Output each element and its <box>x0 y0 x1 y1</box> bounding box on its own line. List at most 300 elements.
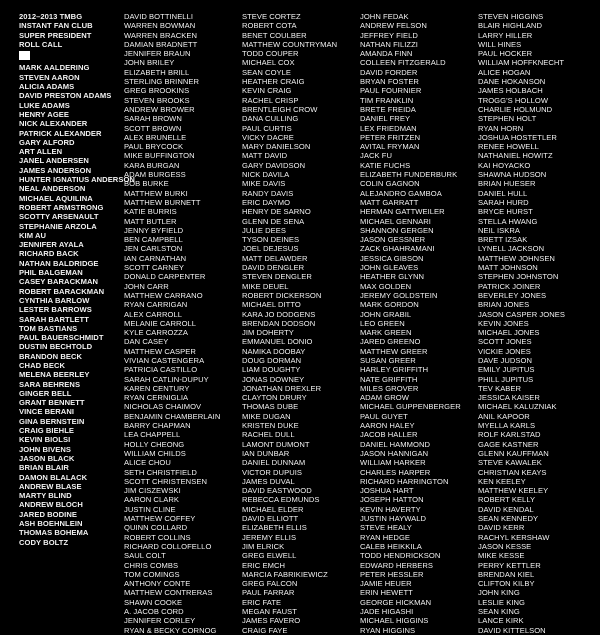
header-line: ROLL CALL <box>19 39 63 49</box>
member-name: KATIE BURRIS <box>124 207 177 217</box>
header-line: SUPER PRESIDENT <box>19 30 92 40</box>
member-name: AARON CLARK <box>124 495 179 505</box>
member-name: SHANNON GERGEN <box>360 225 434 235</box>
member-name: DAVID BOTTINELLI <box>124 12 194 21</box>
member-name: CRAIG BIEHLE <box>19 426 75 436</box>
member-name: TOM COMINGS <box>124 569 180 579</box>
member-name: BARRY CHAPMAN <box>124 421 191 431</box>
member-name: PATRICK JOINER <box>478 281 541 291</box>
member-name: SCOTT BROWN <box>124 123 182 133</box>
member-name: LYNELL JACKSON <box>478 244 545 254</box>
member-name: ERIC DAYMO <box>242 197 291 207</box>
member-name: PAUL GUYET <box>360 411 408 421</box>
member-name: JIM DOHERTY <box>242 328 294 338</box>
member-name: RICHARD COLLOFELLO <box>124 541 212 551</box>
member-name: ROBERT ARMSTRONG <box>19 202 104 212</box>
member-name: CHARLES HARPER <box>360 467 431 477</box>
member-name: MATTHEW CONTRERAS <box>124 588 213 598</box>
member-name: JASON CASPER JONES <box>478 309 565 319</box>
member-name: LESLIE KING <box>478 597 525 607</box>
member-name: WILLIAM HOFFKNECHT <box>478 58 565 68</box>
member-name: KEN KEELEY <box>478 476 526 486</box>
member-name: RICHARD BACK <box>19 249 79 259</box>
member-name: TYSON DEINES <box>242 235 300 245</box>
member-name: GINA BERNSTEIN <box>19 416 85 426</box>
member-name: RACHEL CRISP <box>242 95 299 105</box>
member-name: AARON HALEY <box>360 421 415 431</box>
member-name: CRAIG FAYE <box>242 625 288 635</box>
member-name: LESTER BARROWS <box>19 305 92 315</box>
member-name: WARREN BOWMAN <box>124 21 196 31</box>
member-name: RYAN HIGGINS <box>360 625 416 635</box>
member-name: WARREN BRACKEN <box>124 30 197 40</box>
member-name: PERRY KETTLER <box>478 560 541 570</box>
member-name: STEVEN BROOKS <box>124 95 190 105</box>
member-name: BRYAN FOSTER <box>360 77 419 87</box>
member-name: ANIL KAPOOR <box>478 411 530 421</box>
member-name: GREG BROOKINS <box>124 86 190 96</box>
member-name: DAVID KENDAL <box>478 504 534 514</box>
member-name: DAVE JUDSON <box>478 355 532 365</box>
member-name: MATTHEW GREER <box>360 346 428 356</box>
member-name: JOSEPH HATTON <box>360 495 424 505</box>
member-name: PAUL HOCKER <box>478 49 533 59</box>
member-name: DAVID ELLIOTT <box>242 514 299 524</box>
member-name: MICHAEL HIGGINS <box>360 616 429 626</box>
member-name: KRISTEN DUKE <box>242 421 299 431</box>
member-name: QUINN COLLARD <box>124 523 188 533</box>
member-name: MATT BUTLER <box>124 216 177 226</box>
member-name: EMILY JUPITUS <box>478 365 535 375</box>
member-name: KEVIN JONES <box>478 318 529 328</box>
roll-call-header <box>19 12 135 547</box>
member-name: MATTHEW CARRANO <box>124 290 203 300</box>
member-name: NATE GRIFFITH <box>360 374 418 384</box>
member-name: BEN CAMPBELL <box>124 235 183 245</box>
member-name: NICK ALEXANDER <box>19 119 88 129</box>
member-name: PETER HESSLER <box>360 569 424 579</box>
member-name: RANDY DAVIS <box>242 188 294 198</box>
member-name: SCOTT JONES <box>478 337 532 347</box>
member-name: BRETT IZSAK <box>478 235 528 245</box>
member-name: DANA CULLING <box>242 114 299 124</box>
member-name: CHARLIE HOLMUND <box>478 104 553 114</box>
member-name: JANEL ANDERSEN <box>19 156 89 166</box>
member-name: JAMES FAVERO <box>242 616 301 626</box>
member-name: LANCE KIRK <box>478 616 524 626</box>
member-name: THOMAS BOHEMA <box>19 528 89 538</box>
member-name: MICHAEL DITTO <box>242 300 301 310</box>
member-name: ANDREW BLASE <box>19 481 82 491</box>
member-name: ERIC EMCH <box>242 560 286 570</box>
member-name: RICHARD HARRINGTON <box>360 476 449 486</box>
member-name: LAMONT DUMONT <box>242 439 310 449</box>
member-name: RYAN HEDGE <box>360 532 411 542</box>
member-name: MATTHEW KEELEY <box>478 486 549 496</box>
member-name: CHRIS COMBS <box>124 560 179 570</box>
member-name: IAN CARNATHAN <box>124 253 187 263</box>
member-name: SARAH HURD <box>478 197 529 207</box>
member-name: MELANIE CARROLL <box>124 318 197 328</box>
member-name: MICHAEL GENNARI <box>360 216 431 226</box>
member-name: LEX FRIEDMAN <box>360 123 417 133</box>
member-name: MICHAEL KALUZNIAK <box>478 402 557 412</box>
member-name: JOHN BRILEY <box>124 58 175 68</box>
member-name: ROBERT BARACKMAN <box>19 286 105 296</box>
member-name: JESSICA GIBSON <box>360 253 424 263</box>
member-name: MEGAN FAUST <box>242 607 297 616</box>
member-name: BLAIR HIGHLAND <box>478 21 542 31</box>
member-name: KYLE CARROZZA <box>124 328 188 338</box>
member-name: JAMES HOLBACH <box>478 86 543 96</box>
member-name: BRIAN JONES <box>478 300 530 310</box>
member-name: MIKE BUFFINGTON <box>124 151 195 161</box>
member-name: JIM ELRICK <box>242 541 285 551</box>
name-column-1 <box>19 63 135 546</box>
header-line: 2012–2013 TMBG <box>19 12 83 21</box>
member-name: ALEX BRUNELLE <box>124 132 187 142</box>
member-name: TEV KABER <box>478 383 522 393</box>
member-name: DONALD CARPENTER <box>124 272 206 282</box>
member-name: PATRICIA CASTILLO <box>124 365 198 375</box>
member-name: ELIZABETH FUNDERBURK <box>360 170 458 180</box>
member-name: AVITAL FRYMAN <box>360 142 420 152</box>
member-name: JEFFREY FIELD <box>360 30 418 40</box>
member-name: BEVERLEY JONES <box>478 290 547 300</box>
member-name: ELIZABETH BRILL <box>124 67 190 77</box>
member-name: BRANDON BECK <box>19 351 83 361</box>
member-name: MARY DANIELSON <box>242 142 311 152</box>
member-name: ALICIA ADAMS <box>19 82 75 92</box>
member-name: MIKE DAVIS <box>242 179 286 189</box>
member-name: JASON HANNIGAN <box>360 448 429 458</box>
name-column-2 <box>124 12 220 635</box>
member-name: WILL HINES <box>478 39 522 49</box>
member-name: ALICE HOGAN <box>478 67 531 77</box>
member-name: RENEE HOWELL <box>478 142 539 152</box>
member-name: DANIEL HULL <box>478 188 528 198</box>
member-name: ROBERT COLLINS <box>124 532 191 542</box>
member-name: LARRY HILLER <box>478 30 533 40</box>
name-column-4 <box>360 12 461 635</box>
member-name: PHIL BALGEMAN <box>19 268 83 278</box>
member-name: STEPHEN JOHNSTON <box>478 272 559 282</box>
member-name: ROBERT COTA <box>242 21 297 31</box>
member-name: MATT DAVID <box>242 151 288 161</box>
member-name: SHAWNA HUDSON <box>478 170 547 180</box>
member-name: VICKIE JONES <box>478 346 531 356</box>
member-name: PHILL JUPITUS <box>478 374 534 384</box>
member-name: PAUL FARRAR <box>242 588 295 598</box>
member-name: MICHAEL ELDER <box>242 504 304 514</box>
member-name: STEVE CORTEZ <box>242 12 301 21</box>
member-name: ELIZABETH ELLIS <box>242 523 307 533</box>
member-name: MICHAEL JONES <box>478 328 540 338</box>
member-name: ASH BOEHNLEIN <box>19 519 83 529</box>
member-name: RACHEL DULL <box>242 430 295 440</box>
member-name: A. JACOB CORD <box>124 607 184 616</box>
member-name: MARCIA FABRIKIEWICZ <box>242 569 328 579</box>
member-name: BRIAN HUESER <box>478 179 536 189</box>
member-name: ZACK GHAHRAMANI <box>360 244 435 254</box>
member-name: BRYCE HURST <box>478 207 533 217</box>
member-name: ADAM BURGESS <box>124 170 186 180</box>
member-name: PAUL CURTIS <box>242 123 292 133</box>
member-name: LUKE ADAMS <box>19 100 70 110</box>
member-name: JASON KESSE <box>478 541 532 551</box>
member-name: PETER FRITZEN <box>360 132 421 142</box>
member-name: STEPHEN HOLT <box>478 114 537 124</box>
member-name: MATTHEW BURNETT <box>124 197 201 207</box>
member-name: VICKY DACRE <box>242 132 294 142</box>
member-name: RYAN CERNIGLIA <box>124 393 189 403</box>
member-name: TODD COUPER <box>242 49 299 59</box>
member-name: MATTHEW CASPER <box>124 346 196 356</box>
member-name: BRENDAN DODSON <box>242 318 316 328</box>
member-name: STEVE HEALY <box>360 523 412 533</box>
member-name: SAUL COLT <box>124 551 166 561</box>
member-name: IAN DUNBAR <box>242 448 290 458</box>
member-name: MATTHEW COFFEY <box>124 514 196 524</box>
member-name: ANDREW BROWER <box>124 104 195 114</box>
member-name: ERIN HEWETT <box>360 588 413 598</box>
member-name: JOHN KING <box>478 588 520 598</box>
member-name: SARAH BARTLETT <box>19 314 89 324</box>
member-name: DUSTIN BECHTOLD <box>19 342 93 352</box>
member-name: SARAH BROWN <box>124 114 182 124</box>
member-name: CALEB HEIKKILA <box>360 541 422 551</box>
member-name: STEVEN DENGLER <box>242 272 312 282</box>
member-name: CYNTHIA BARLOW <box>19 295 90 305</box>
member-name: CHRISTIAN KEAYS <box>478 467 547 477</box>
member-name: NATHANIEL HOWITZ <box>478 151 553 161</box>
member-name: JULIE DEES <box>242 225 286 235</box>
member-name: STEVE KAWALEK <box>478 458 542 468</box>
header-line: INSTANT FAN CLUB <box>19 21 93 31</box>
member-name: KEVIN BIOLSI <box>19 435 71 445</box>
member-name: JARED BODINE <box>19 509 77 519</box>
member-name: MARTY BLIND <box>19 491 72 501</box>
member-name: PAUL FOURNIER <box>360 86 422 96</box>
member-name: MICHAEL GUPPENBERGER <box>360 402 461 412</box>
member-name: HEATHER CRAIG <box>242 77 305 87</box>
member-name: BRENTLEIGH CROW <box>242 104 318 114</box>
member-name: LEO GREEN <box>360 318 405 328</box>
member-name: RYAN HORN <box>478 123 524 133</box>
member-name: MATTHEW COUNTRYMAN <box>242 39 338 49</box>
member-name: BRETE FREIDA <box>360 104 416 114</box>
member-name: DANIEL DUNNAM <box>242 458 306 468</box>
member-name: VIVIAN CASTENGERA <box>124 355 205 365</box>
member-name: JEREMY ELLIS <box>242 532 297 542</box>
member-name: BRIAN BLAIR <box>19 463 69 473</box>
member-name: KEVIN HAVERTY <box>360 504 421 514</box>
white-bar-graphic <box>19 51 30 60</box>
member-name: JACK FU <box>360 151 392 161</box>
member-name: JOSHUA HART <box>360 486 414 496</box>
member-name: ADAM GROW <box>360 393 409 403</box>
member-name: MARK GREEN <box>360 328 412 338</box>
member-name: SCOTT CARNEY <box>124 263 184 273</box>
member-name: MICHAEL COX <box>242 58 295 68</box>
member-name: PATRICK ALEXANDER <box>19 128 102 138</box>
member-name: JENNY BYFIELD <box>124 225 184 235</box>
member-name: TODD HENDRICKSON <box>360 551 441 561</box>
member-name: NICK DAVILA <box>242 170 290 180</box>
member-name: JOSHUA HOSTETLER <box>478 132 557 142</box>
member-name: ROBERT DICKERSON <box>242 290 322 300</box>
member-name: THOMAS DUBE <box>242 402 299 412</box>
member-name: SHAWN COOKE <box>124 597 183 607</box>
member-name: SUSAN GREER <box>360 355 416 365</box>
member-name: JAMES ANDERSON <box>19 165 92 175</box>
member-name: JENNIFER CORLEY <box>124 616 196 626</box>
member-name: ANDREW BLOCH <box>19 500 83 510</box>
member-name: JASON BLACK <box>19 453 75 463</box>
member-name: HEATHER GLYNN <box>360 272 425 282</box>
member-name: SARA BEHRENS <box>19 379 81 389</box>
member-name: JADE HIGASHI <box>360 607 414 616</box>
member-name: VICTOR DUPUIS <box>242 467 303 477</box>
member-name: TROGG'S HOLLOW <box>478 95 549 105</box>
member-name: EMMANUEL DONIO <box>242 337 313 347</box>
member-name: CHAD BECK <box>19 360 66 370</box>
member-name: MATT DELAWDER <box>242 253 308 263</box>
member-name: KAI HOYACKO <box>478 160 531 170</box>
member-name: LIAM DOUGHTY <box>242 365 301 375</box>
member-name: JOEL DEJESUS <box>242 244 299 254</box>
member-name: MATTHEW JOHNSEN <box>478 253 555 263</box>
member-name: SEAN COYLE <box>242 67 292 77</box>
member-name: NAMIKA DOOBAY <box>242 346 306 356</box>
member-name: MATT GARRATT <box>360 197 419 207</box>
member-name: NICHOLAS CHAIMOV <box>124 402 202 412</box>
member-name: GRANT BENNETT <box>19 398 85 408</box>
member-name: DAVID FORDER <box>360 67 418 77</box>
member-name: LEA CHAPPELL <box>124 430 181 440</box>
member-name: DAVID EASTWOOD <box>242 486 312 496</box>
member-name: AMANDA FINN <box>360 49 413 59</box>
member-name: DAMON BLALACK <box>19 472 88 482</box>
member-name: MYELLA KARLS <box>478 421 536 431</box>
member-name: KEVIN CRAIG <box>242 86 292 96</box>
member-name: ROBERT KELLY <box>478 495 536 505</box>
member-name: BENET COULBER <box>242 30 307 40</box>
member-name: JONATHAN DREXLER <box>242 383 322 393</box>
member-name: JEREMY GOLDSTEIN <box>360 290 438 300</box>
member-name: JEN CARLSTON <box>124 244 183 254</box>
member-name: JAMES DUVAL <box>242 476 295 486</box>
member-name: COLLEEN FITZGERALD <box>360 58 446 68</box>
member-name: MICHAEL AQUILINA <box>19 193 93 203</box>
member-name: DAVID PRESTON ADAMS <box>19 91 112 101</box>
member-name: SCOTT CHRISTENSEN <box>124 476 207 486</box>
member-name: KATIE FUCHS <box>360 160 411 170</box>
member-name: MARK GORDON <box>360 300 419 310</box>
member-name: SEAN KENNEDY <box>478 514 539 524</box>
member-name: ALICE CHOU <box>124 458 171 468</box>
member-name: EDWARD HERBERS <box>360 560 433 570</box>
member-name: WILLIAM HARKER <box>360 458 426 468</box>
member-name: ANTHONY CONTE <box>124 579 191 589</box>
member-name: MATT JOHNSON <box>478 263 538 273</box>
member-name: JACOB HALLER <box>360 430 418 440</box>
member-name: WILLIAM CHILDS <box>124 448 186 458</box>
member-name: NEIL ISKRA <box>478 225 520 235</box>
member-name: SETH CHRISTFIELD <box>124 467 197 477</box>
name-column-3 <box>242 12 337 635</box>
member-name: JUSTIN CLINE <box>124 504 176 514</box>
member-name: MIKE KESSE <box>478 551 525 561</box>
member-name: RYAN CARRIGAN <box>124 300 188 310</box>
member-name: GREG ELWELL <box>242 551 297 561</box>
member-name: JOHN GLEAVES <box>360 263 419 273</box>
member-name: MATTHEW BURKI <box>124 188 188 198</box>
member-name: ROLF KARLSTAD <box>478 430 541 440</box>
member-name: ERIC FATE <box>242 597 282 607</box>
member-name: JENNIFER BRAUN <box>124 49 191 59</box>
member-name: MARK AALDERING <box>19 63 90 73</box>
member-name: JESSICA KAISER <box>478 393 540 403</box>
member-name: MAX GOLDEN <box>360 281 412 291</box>
member-name: TOM BASTIANS <box>19 323 78 333</box>
member-name: STELLA HWANG <box>478 216 538 226</box>
member-name: STERLING BRINNER <box>124 77 200 87</box>
member-name: KARA BURGAN <box>124 160 180 170</box>
member-name: ALEX CARROLL <box>124 309 182 319</box>
member-name: CASEY BARACKMAN <box>19 277 99 287</box>
member-name: DANE HOKANSON <box>478 77 546 87</box>
member-name: BRENDAN KIEL <box>478 569 535 579</box>
member-name: JUSTIN HAYWALD <box>360 514 427 524</box>
member-name: NATHAN FILIZZI <box>360 39 418 49</box>
member-name: SARAH CATLIN-DUPUY <box>124 374 209 384</box>
member-name: GARY DAVIDSON <box>242 160 306 170</box>
member-name: DAN CASEY <box>124 337 169 347</box>
member-name: NEAL ANDERSON <box>19 184 86 194</box>
member-name: JOHN CARR <box>124 281 169 291</box>
member-name: GINGER BELL <box>19 388 72 398</box>
member-name: DAVID KERR <box>478 523 525 533</box>
member-name: COLIN GAGNON <box>360 179 420 189</box>
member-name: REBECCA EDMUNDS <box>242 495 320 505</box>
member-name: STEVEN AARON <box>19 72 80 82</box>
member-name: KAREN CENTURY <box>124 383 190 393</box>
member-name: MILES GROVER <box>360 383 419 393</box>
member-name: RACHYL KERSHAW <box>478 532 550 542</box>
member-name: GARY ALFORD <box>19 137 75 147</box>
member-name: ALEJANDRO GAMBOA <box>360 188 442 198</box>
member-name: HOLLY CHEONG <box>124 439 185 449</box>
member-name: HERMAN GATTWEILER <box>360 207 445 217</box>
member-name: DANIEL HAMMOND <box>360 439 431 449</box>
member-name: RYAN & BECKY CORNOG <box>124 625 217 635</box>
member-name: KIM AU <box>19 230 47 240</box>
member-name: HENRY AGEE <box>19 109 70 119</box>
member-name: JOHN BIVENS <box>19 444 72 454</box>
member-name: JAMIE HEUER <box>360 579 412 589</box>
member-name: BOB BURKE <box>124 179 169 189</box>
member-name: STEVEN HIGGINS <box>478 12 544 21</box>
member-name: DOUG DORMAN <box>242 355 302 365</box>
member-name: HARLEY GRIFFITH <box>360 365 429 375</box>
member-name: JOHN FEDAK <box>360 12 409 21</box>
name-column-5 <box>478 12 565 635</box>
member-name: STEPHANIE ARZOLA <box>19 221 97 231</box>
member-name: DAVID DENGLER <box>242 263 305 273</box>
member-name: GREG FALCON <box>242 579 298 589</box>
member-name: TIM FRANKLIN <box>360 95 414 105</box>
